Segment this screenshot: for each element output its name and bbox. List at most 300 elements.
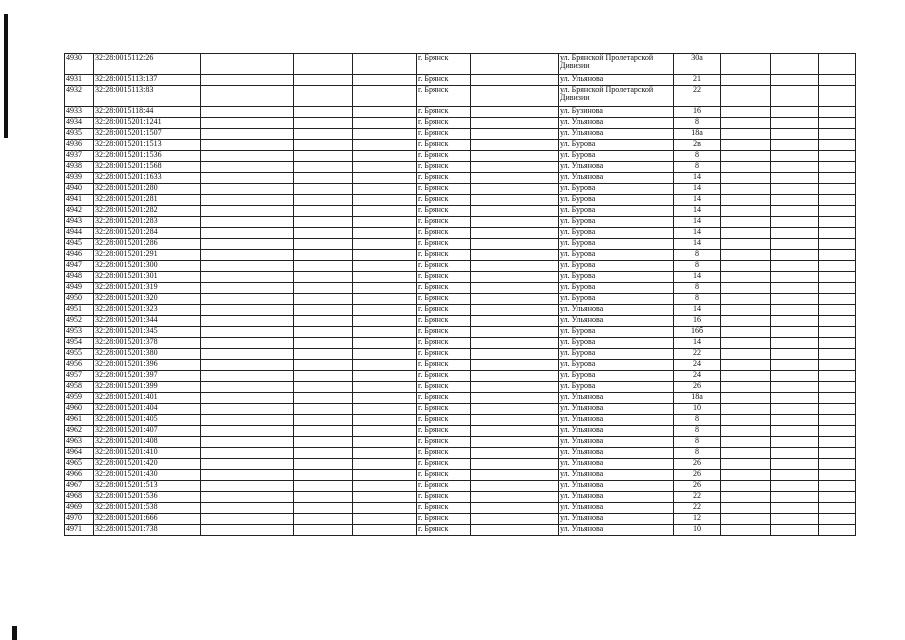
row-number-cell: 4937 xyxy=(65,151,94,162)
street-cell: ул. Бурова xyxy=(559,206,674,217)
empty-cell xyxy=(771,250,819,261)
empty-cell xyxy=(819,382,856,393)
empty-cell xyxy=(721,140,771,151)
table-row xyxy=(65,393,856,404)
table-row xyxy=(65,250,856,261)
table-row xyxy=(65,206,856,217)
empty-cell xyxy=(771,415,819,426)
cadastral-number-cell: 32:28:0015201:280 xyxy=(94,184,201,195)
empty-cell xyxy=(353,371,417,382)
table-row xyxy=(65,360,856,371)
row-number-cell: 4957 xyxy=(65,371,94,382)
empty-cell xyxy=(819,426,856,437)
empty-cell xyxy=(721,162,771,173)
house-number-cell: 8 xyxy=(674,437,721,448)
empty-cell xyxy=(294,184,353,195)
empty-cell xyxy=(819,503,856,514)
empty-cell xyxy=(819,228,856,239)
empty-cell xyxy=(771,437,819,448)
empty-cell xyxy=(721,481,771,492)
empty-cell xyxy=(721,349,771,360)
table-row xyxy=(65,184,856,195)
empty-cell xyxy=(353,327,417,338)
empty-cell xyxy=(471,404,559,415)
empty-cell xyxy=(771,54,819,75)
empty-cell xyxy=(201,503,294,514)
scan-edge-mark-bottom xyxy=(12,626,17,640)
empty-cell xyxy=(471,173,559,184)
city-cell: г. Брянск xyxy=(417,283,471,294)
empty-cell xyxy=(294,239,353,250)
cadastral-number-cell: 32:28:0015201:397 xyxy=(94,371,201,382)
house-number-cell: 22 xyxy=(674,492,721,503)
table-row xyxy=(65,404,856,415)
empty-cell xyxy=(471,272,559,283)
empty-cell xyxy=(201,492,294,503)
city-cell: г. Брянск xyxy=(417,525,471,536)
cadastral-number-cell: 32:28:0015201:410 xyxy=(94,448,201,459)
empty-cell xyxy=(201,75,294,86)
cadastral-number-cell: 32:28:0015201:301 xyxy=(94,272,201,283)
empty-cell xyxy=(471,349,559,360)
city-cell: г. Брянск xyxy=(417,250,471,261)
empty-cell xyxy=(353,349,417,360)
city-cell: г. Брянск xyxy=(417,217,471,228)
cadastral-number-cell: 32:28:0015201:319 xyxy=(94,283,201,294)
empty-cell xyxy=(294,481,353,492)
empty-cell xyxy=(353,393,417,404)
empty-cell xyxy=(201,305,294,316)
empty-cell xyxy=(771,371,819,382)
empty-cell xyxy=(721,54,771,75)
row-number-cell: 4941 xyxy=(65,195,94,206)
empty-cell xyxy=(353,492,417,503)
empty-cell xyxy=(819,261,856,272)
empty-cell xyxy=(819,459,856,470)
empty-cell xyxy=(201,360,294,371)
house-number-cell: 8 xyxy=(674,151,721,162)
empty-cell xyxy=(471,492,559,503)
street-cell: ул. Ульянова xyxy=(559,162,674,173)
empty-cell xyxy=(471,75,559,86)
city-cell: г. Брянск xyxy=(417,173,471,184)
house-number-cell: 14 xyxy=(674,239,721,250)
city-cell: г. Брянск xyxy=(417,481,471,492)
cadastral-number-cell: 32:28:0015201:666 xyxy=(94,514,201,525)
empty-cell xyxy=(294,426,353,437)
empty-cell xyxy=(201,272,294,283)
empty-cell xyxy=(771,195,819,206)
empty-cell xyxy=(294,151,353,162)
empty-cell xyxy=(294,162,353,173)
empty-cell xyxy=(294,173,353,184)
empty-cell xyxy=(771,239,819,250)
empty-cell xyxy=(721,503,771,514)
registry-rows xyxy=(65,54,856,536)
empty-cell xyxy=(294,459,353,470)
empty-cell xyxy=(819,481,856,492)
empty-cell xyxy=(721,448,771,459)
scan-edge-mark xyxy=(4,14,8,138)
empty-cell xyxy=(819,206,856,217)
cadastral-number-cell: 32:28:0015113:137 xyxy=(94,75,201,86)
empty-cell xyxy=(721,217,771,228)
empty-cell xyxy=(353,54,417,75)
table-row xyxy=(65,316,856,327)
row-number-cell: 4950 xyxy=(65,294,94,305)
empty-cell xyxy=(201,54,294,75)
empty-cell xyxy=(819,525,856,536)
house-number-cell: 16 xyxy=(674,107,721,118)
city-cell: г. Брянск xyxy=(417,118,471,129)
empty-cell xyxy=(819,393,856,404)
house-number-cell: 24 xyxy=(674,371,721,382)
empty-cell xyxy=(771,184,819,195)
empty-cell xyxy=(721,173,771,184)
empty-cell xyxy=(721,75,771,86)
row-number-cell: 4961 xyxy=(65,415,94,426)
cadastral-number-cell: 32:28:0015201:407 xyxy=(94,426,201,437)
city-cell: г. Брянск xyxy=(417,316,471,327)
empty-cell xyxy=(294,250,353,261)
empty-cell xyxy=(471,54,559,75)
city-cell: г. Брянск xyxy=(417,294,471,305)
empty-cell xyxy=(201,118,294,129)
empty-cell xyxy=(201,107,294,118)
empty-cell xyxy=(201,349,294,360)
empty-cell xyxy=(201,283,294,294)
table-row xyxy=(65,525,856,536)
empty-cell xyxy=(201,140,294,151)
row-number-cell: 4966 xyxy=(65,470,94,481)
empty-cell xyxy=(771,514,819,525)
empty-cell xyxy=(353,426,417,437)
empty-cell xyxy=(294,349,353,360)
empty-cell xyxy=(353,75,417,86)
empty-cell xyxy=(771,272,819,283)
row-number-cell: 4955 xyxy=(65,349,94,360)
cadastral-number-cell: 32:28:0015201:1507 xyxy=(94,129,201,140)
empty-cell xyxy=(201,316,294,327)
empty-cell xyxy=(819,140,856,151)
table-row xyxy=(65,54,856,75)
empty-cell xyxy=(353,481,417,492)
empty-cell xyxy=(721,426,771,437)
city-cell: г. Брянск xyxy=(417,393,471,404)
empty-cell xyxy=(721,514,771,525)
empty-cell xyxy=(353,272,417,283)
empty-cell xyxy=(353,283,417,294)
empty-cell xyxy=(771,338,819,349)
empty-cell xyxy=(201,327,294,338)
empty-cell xyxy=(201,86,294,107)
city-cell: г. Брянск xyxy=(417,470,471,481)
empty-cell xyxy=(471,316,559,327)
cadastral-number-cell: 32:28:0015201:1536 xyxy=(94,151,201,162)
empty-cell xyxy=(471,228,559,239)
empty-cell xyxy=(201,261,294,272)
empty-cell xyxy=(294,283,353,294)
house-number-cell: 21 xyxy=(674,75,721,86)
empty-cell xyxy=(721,327,771,338)
empty-cell xyxy=(201,206,294,217)
empty-cell xyxy=(721,118,771,129)
empty-cell xyxy=(721,228,771,239)
empty-cell xyxy=(294,86,353,107)
empty-cell xyxy=(294,382,353,393)
empty-cell xyxy=(819,272,856,283)
empty-cell xyxy=(771,86,819,107)
cadastral-number-cell: 32:28:0015201:291 xyxy=(94,250,201,261)
cadastral-number-cell: 32:28:0015201:286 xyxy=(94,239,201,250)
empty-cell xyxy=(819,250,856,261)
row-number-cell: 4949 xyxy=(65,283,94,294)
city-cell: г. Брянск xyxy=(417,184,471,195)
empty-cell xyxy=(294,404,353,415)
empty-cell xyxy=(721,261,771,272)
house-number-cell: 8 xyxy=(674,250,721,261)
empty-cell xyxy=(353,86,417,107)
row-number-cell: 4931 xyxy=(65,75,94,86)
empty-cell xyxy=(294,437,353,448)
street-cell: ул. Бурова xyxy=(559,338,674,349)
empty-cell xyxy=(294,75,353,86)
empty-cell xyxy=(201,217,294,228)
empty-cell xyxy=(353,470,417,481)
empty-cell xyxy=(353,206,417,217)
empty-cell xyxy=(471,415,559,426)
empty-cell xyxy=(294,195,353,206)
empty-cell xyxy=(353,294,417,305)
city-cell: г. Брянск xyxy=(417,305,471,316)
cadastral-number-cell: 32:28:0015201:378 xyxy=(94,338,201,349)
street-cell: ул. Бурова xyxy=(559,184,674,195)
house-number-cell: 14 xyxy=(674,217,721,228)
house-number-cell: 2в xyxy=(674,140,721,151)
row-number-cell: 4946 xyxy=(65,250,94,261)
row-number-cell: 4930 xyxy=(65,54,94,75)
empty-cell xyxy=(819,360,856,371)
empty-cell xyxy=(771,459,819,470)
empty-cell xyxy=(201,437,294,448)
row-number-cell: 4948 xyxy=(65,272,94,283)
empty-cell xyxy=(201,294,294,305)
empty-cell xyxy=(819,404,856,415)
city-cell: г. Брянск xyxy=(417,371,471,382)
house-number-cell: 8 xyxy=(674,448,721,459)
house-number-cell: 10 xyxy=(674,525,721,536)
row-number-cell: 4947 xyxy=(65,261,94,272)
empty-cell xyxy=(471,129,559,140)
street-cell: ул. Бузинова xyxy=(559,107,674,118)
empty-cell xyxy=(819,415,856,426)
table-row xyxy=(65,305,856,316)
street-cell: ул. Ульянова xyxy=(559,316,674,327)
street-cell: ул. Ульянова xyxy=(559,448,674,459)
cadastral-number-cell: 32:28:0015201:380 xyxy=(94,349,201,360)
city-cell: г. Брянск xyxy=(417,415,471,426)
row-number-cell: 4963 xyxy=(65,437,94,448)
house-number-cell: 12 xyxy=(674,514,721,525)
empty-cell xyxy=(819,327,856,338)
empty-cell xyxy=(721,86,771,107)
cadastral-number-cell: 32:28:0015201:420 xyxy=(94,459,201,470)
row-number-cell: 4951 xyxy=(65,305,94,316)
empty-cell xyxy=(771,470,819,481)
empty-cell xyxy=(721,382,771,393)
cadastral-number-cell: 32:28:0015201:282 xyxy=(94,206,201,217)
row-number-cell: 4934 xyxy=(65,118,94,129)
empty-cell xyxy=(721,206,771,217)
city-cell: г. Брянск xyxy=(417,448,471,459)
house-number-cell: 8 xyxy=(674,261,721,272)
row-number-cell: 4965 xyxy=(65,459,94,470)
empty-cell xyxy=(471,470,559,481)
empty-cell xyxy=(353,360,417,371)
house-number-cell: 8 xyxy=(674,162,721,173)
cadastral-number-cell: 32:28:0015201:1241 xyxy=(94,118,201,129)
city-cell: г. Брянск xyxy=(417,129,471,140)
row-number-cell: 4954 xyxy=(65,338,94,349)
cadastral-number-cell: 32:28:0015201:281 xyxy=(94,195,201,206)
row-number-cell: 4943 xyxy=(65,217,94,228)
empty-cell xyxy=(294,272,353,283)
house-number-cell: 18а xyxy=(674,393,721,404)
empty-cell xyxy=(819,283,856,294)
empty-cell xyxy=(771,118,819,129)
city-cell: г. Брянск xyxy=(417,272,471,283)
row-number-cell: 4938 xyxy=(65,162,94,173)
cadastral-number-cell: 32:28:0015201:401 xyxy=(94,393,201,404)
empty-cell xyxy=(471,184,559,195)
row-number-cell: 4940 xyxy=(65,184,94,195)
empty-cell xyxy=(471,393,559,404)
empty-cell xyxy=(771,162,819,173)
house-number-cell: 22 xyxy=(674,349,721,360)
empty-cell xyxy=(721,129,771,140)
cadastral-number-cell: 32:28:0015201:536 xyxy=(94,492,201,503)
city-cell: г. Брянск xyxy=(417,492,471,503)
row-number-cell: 4939 xyxy=(65,173,94,184)
cadastral-number-cell: 32:28:0015201:320 xyxy=(94,294,201,305)
empty-cell xyxy=(353,173,417,184)
empty-cell xyxy=(819,239,856,250)
street-cell: ул. Бурова xyxy=(559,349,674,360)
empty-cell xyxy=(471,294,559,305)
empty-cell xyxy=(819,437,856,448)
empty-cell xyxy=(471,162,559,173)
empty-cell xyxy=(353,162,417,173)
cadastral-number-cell: 32:28:0015201:1568 xyxy=(94,162,201,173)
city-cell: г. Брянск xyxy=(417,195,471,206)
empty-cell xyxy=(771,283,819,294)
street-cell: ул. Брянской Пролетарской Дивизии xyxy=(559,86,674,107)
empty-cell xyxy=(819,162,856,173)
city-cell: г. Брянск xyxy=(417,404,471,415)
street-cell: ул. Брянской Пролетарской Дивизии xyxy=(559,54,674,75)
row-number-cell: 4952 xyxy=(65,316,94,327)
empty-cell xyxy=(353,239,417,250)
empty-cell xyxy=(721,470,771,481)
empty-cell xyxy=(294,525,353,536)
empty-cell xyxy=(294,415,353,426)
empty-cell xyxy=(471,525,559,536)
row-number-cell: 4936 xyxy=(65,140,94,151)
house-number-cell: 10 xyxy=(674,404,721,415)
empty-cell xyxy=(819,514,856,525)
table-row xyxy=(65,382,856,393)
city-cell: г. Брянск xyxy=(417,75,471,86)
city-cell: г. Брянск xyxy=(417,514,471,525)
table-row xyxy=(65,371,856,382)
empty-cell xyxy=(471,239,559,250)
empty-cell xyxy=(819,184,856,195)
city-cell: г. Брянск xyxy=(417,382,471,393)
street-cell: ул. Ульянова xyxy=(559,404,674,415)
empty-cell xyxy=(721,360,771,371)
empty-cell xyxy=(771,173,819,184)
table-row xyxy=(65,228,856,239)
empty-cell xyxy=(294,327,353,338)
row-number-cell: 4935 xyxy=(65,129,94,140)
table-row xyxy=(65,349,856,360)
empty-cell xyxy=(721,415,771,426)
table-row xyxy=(65,195,856,206)
empty-cell xyxy=(471,371,559,382)
empty-cell xyxy=(819,448,856,459)
table-row xyxy=(65,239,856,250)
house-number-cell: 8 xyxy=(674,426,721,437)
table-row xyxy=(65,514,856,525)
empty-cell xyxy=(294,129,353,140)
empty-cell xyxy=(353,404,417,415)
empty-cell xyxy=(201,338,294,349)
empty-cell xyxy=(819,349,856,360)
empty-cell xyxy=(721,107,771,118)
street-cell: ул. Ульянова xyxy=(559,426,674,437)
street-cell: ул. Ульянова xyxy=(559,503,674,514)
cadastral-number-cell: 32:28:0015201:345 xyxy=(94,327,201,338)
empty-cell xyxy=(721,305,771,316)
table-row xyxy=(65,140,856,151)
empty-cell xyxy=(771,525,819,536)
row-number-cell: 4962 xyxy=(65,426,94,437)
empty-cell xyxy=(819,75,856,86)
city-cell: г. Брянск xyxy=(417,437,471,448)
row-number-cell: 4959 xyxy=(65,393,94,404)
table-row xyxy=(65,86,856,107)
city-cell: г. Брянск xyxy=(417,162,471,173)
city-cell: г. Брянск xyxy=(417,206,471,217)
empty-cell xyxy=(201,129,294,140)
table-row xyxy=(65,118,856,129)
cadastral-number-cell: 32:28:0015201:396 xyxy=(94,360,201,371)
street-cell: ул. Бурова xyxy=(559,140,674,151)
empty-cell xyxy=(721,283,771,294)
empty-cell xyxy=(201,514,294,525)
street-cell: ул. Бурова xyxy=(559,250,674,261)
row-number-cell: 4964 xyxy=(65,448,94,459)
empty-cell xyxy=(294,107,353,118)
street-cell: ул. Бурова xyxy=(559,360,674,371)
house-number-cell: 16б xyxy=(674,327,721,338)
empty-cell xyxy=(471,360,559,371)
table-row xyxy=(65,173,856,184)
city-cell: г. Брянск xyxy=(417,349,471,360)
empty-cell xyxy=(294,503,353,514)
house-number-cell: 14 xyxy=(674,195,721,206)
row-number-cell: 4953 xyxy=(65,327,94,338)
